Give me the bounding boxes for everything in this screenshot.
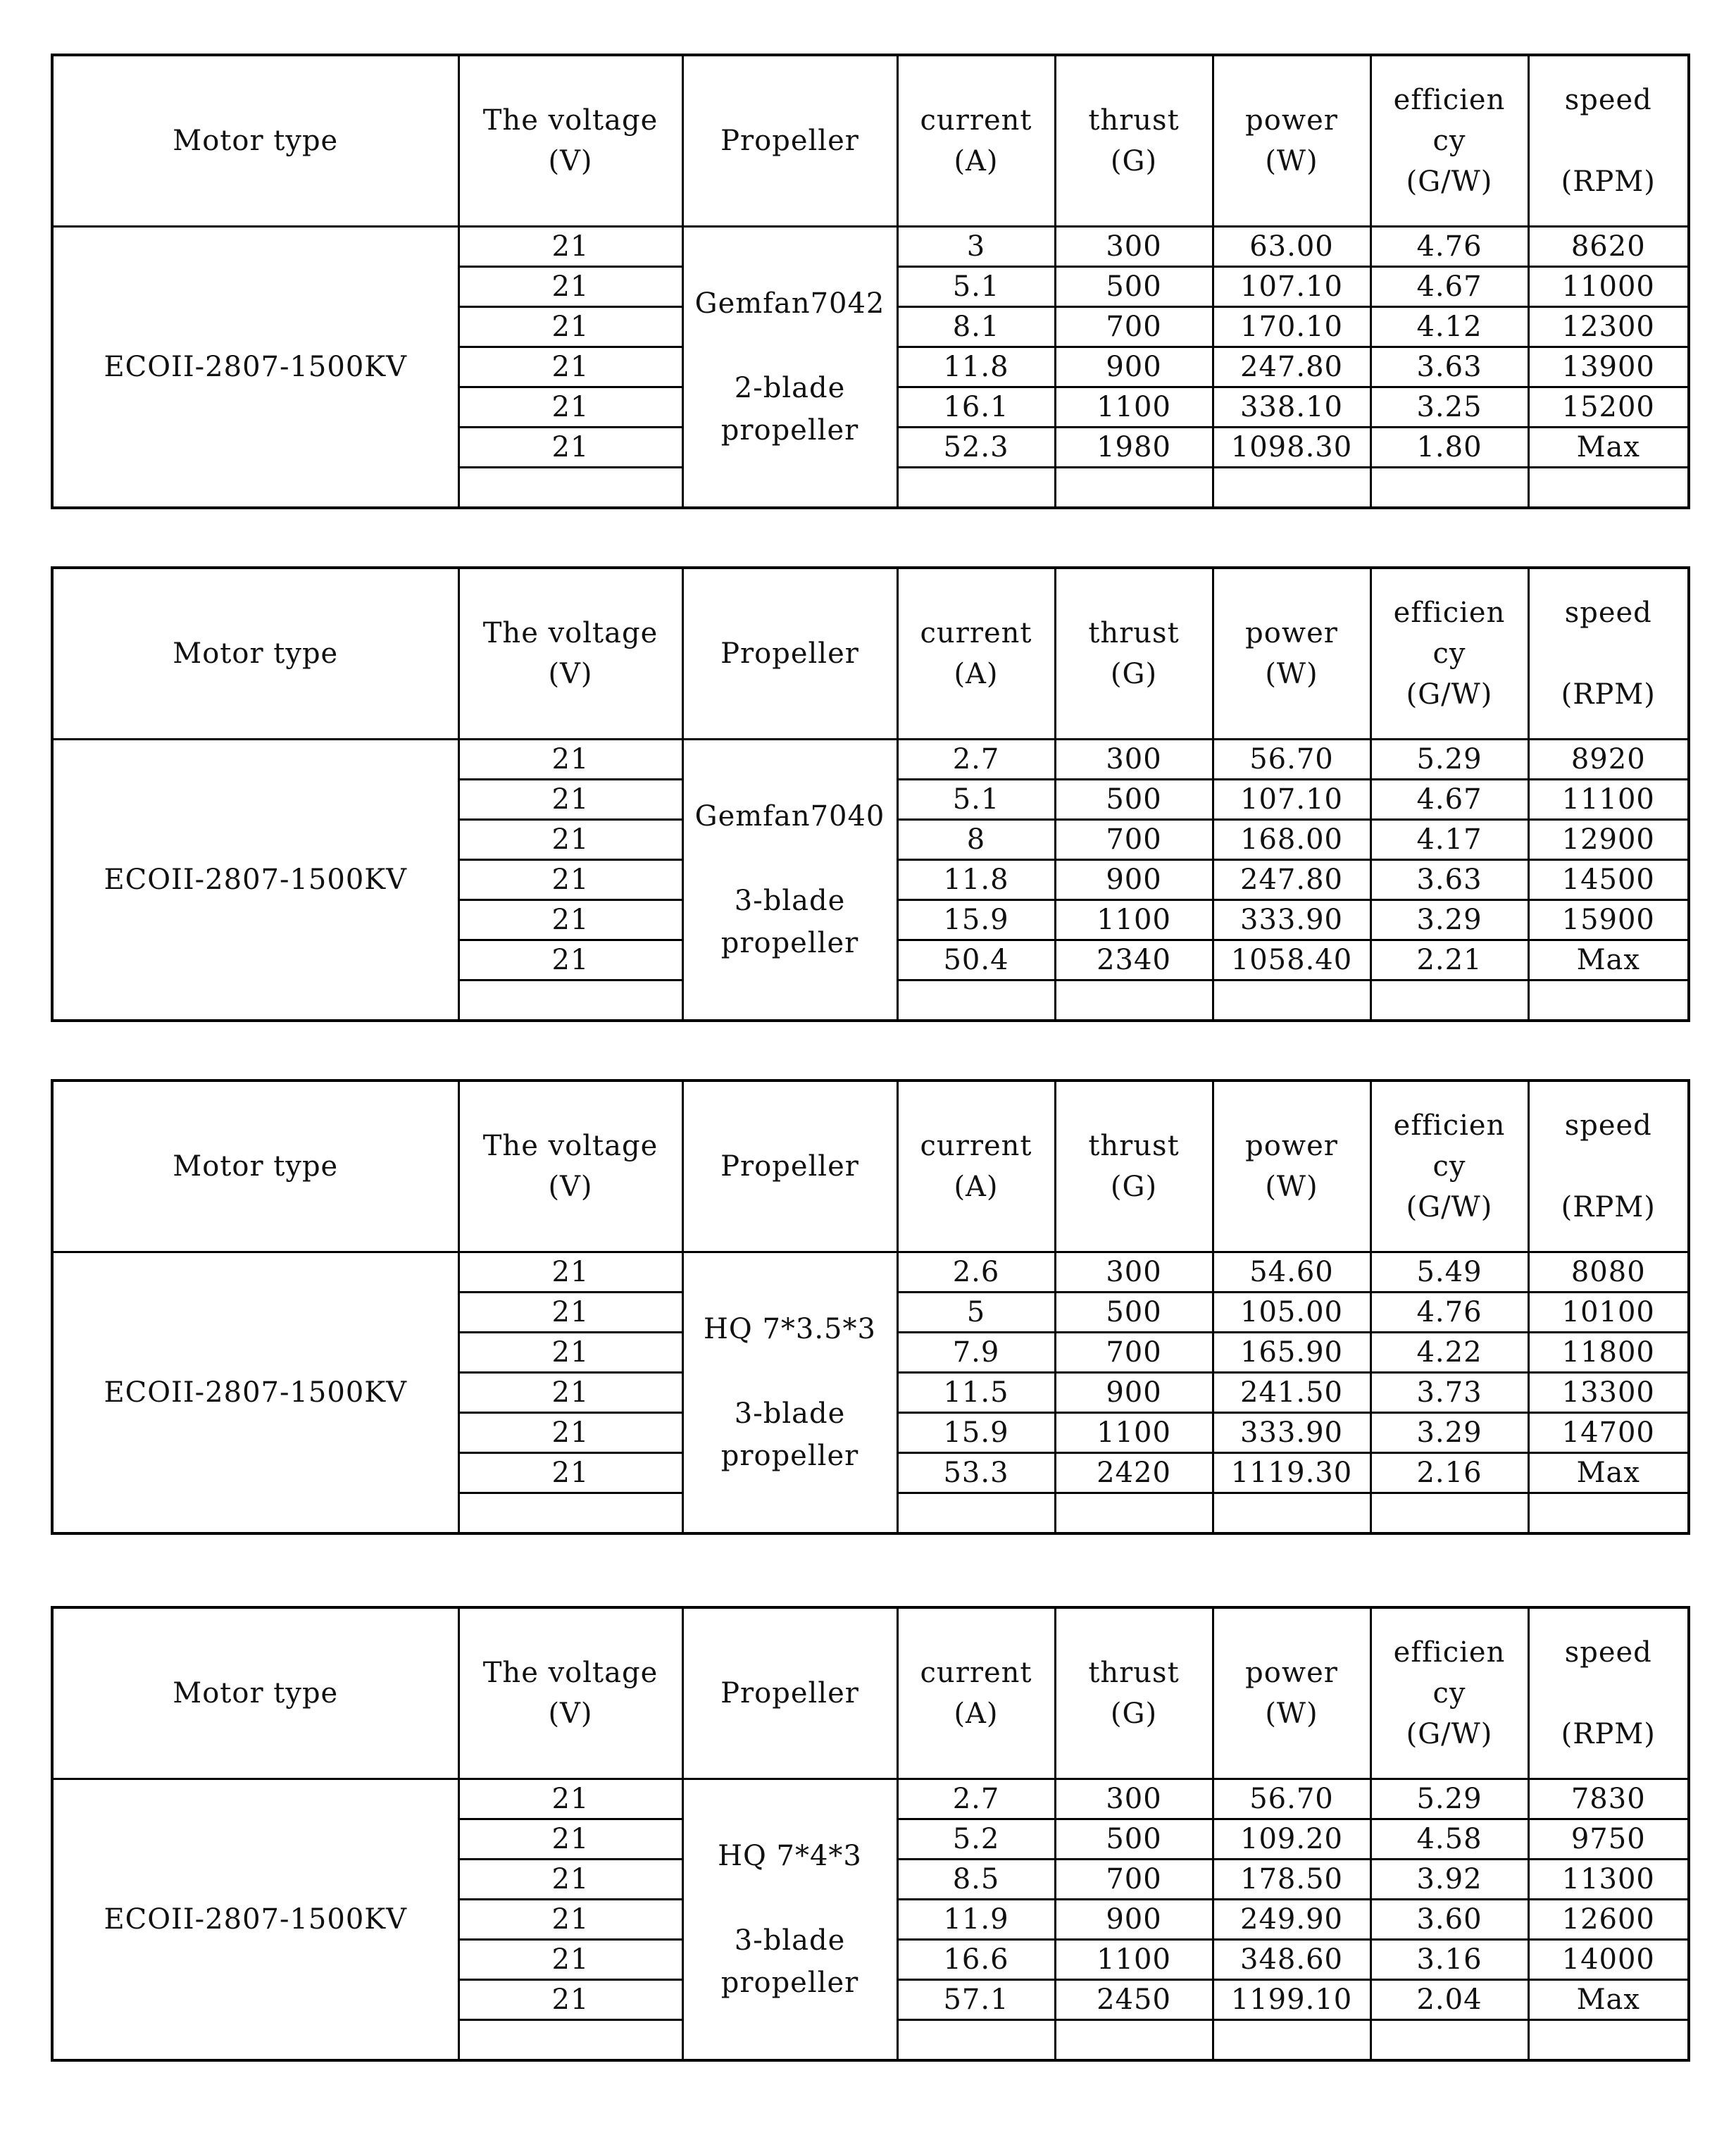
header-motor-type <box>52 568 458 740</box>
thrust-cell: 2340 <box>1055 940 1213 980</box>
header-thrust <box>1055 1081 1213 1252</box>
header-motor-type <box>52 1081 458 1252</box>
efficiency-cell: 2.21 <box>1370 940 1528 980</box>
header-current-line: (A) <box>954 1171 999 1203</box>
voltage-cell: 21 <box>458 227 682 267</box>
power-cell: 1098.30 <box>1213 428 1370 468</box>
empty-cell <box>1213 2020 1370 2061</box>
speed-cell: 12300 <box>1528 307 1689 347</box>
header-current <box>897 1081 1055 1252</box>
power-cell: 56.70 <box>1213 1779 1370 1819</box>
efficiency-cell: 3.63 <box>1370 347 1528 387</box>
header-speed-line: (RPM) <box>1561 166 1656 198</box>
thrust-cell: 700 <box>1055 307 1213 347</box>
header-motor-type-line: Motor type <box>173 125 339 157</box>
efficiency-cell: 3.60 <box>1370 1900 1528 1940</box>
thrust-cell: 900 <box>1055 347 1213 387</box>
header-propeller-line: Propeller <box>720 1677 859 1710</box>
efficiency-cell: 5.29 <box>1370 1779 1528 1819</box>
header-power-line: (W) <box>1265 145 1318 178</box>
empty-cell <box>897 2020 1055 2061</box>
thrust-cell: 1100 <box>1055 387 1213 428</box>
propeller-line: 2-blade <box>734 372 846 404</box>
voltage-cell: 21 <box>458 1293 682 1333</box>
voltage-cell: 21 <box>458 1940 682 1980</box>
header-thrust-line: (G) <box>1110 1698 1158 1730</box>
header-voltage <box>458 1081 682 1252</box>
efficiency-cell: 4.22 <box>1370 1333 1528 1373</box>
header-power-line: power <box>1245 1657 1338 1689</box>
header-efficiency-line: cy <box>1432 1150 1466 1183</box>
header-propeller-line: Propeller <box>720 637 859 670</box>
efficiency-cell: 4.76 <box>1370 227 1528 267</box>
power-cell: 54.60 <box>1213 1252 1370 1293</box>
speed-cell: 8080 <box>1528 1252 1689 1293</box>
current-cell: 11.8 <box>897 860 1055 900</box>
efficiency-cell: 4.17 <box>1370 820 1528 860</box>
header-efficiency-line: (G/W) <box>1406 678 1493 711</box>
header-voltage-line: (V) <box>548 658 593 690</box>
header-speed-line: speed <box>1564 597 1652 629</box>
empty-cell <box>897 980 1055 1021</box>
header-motor-type <box>52 1607 458 1779</box>
voltage-cell: 21 <box>458 860 682 900</box>
speed-cell: 7830 <box>1528 1779 1689 1819</box>
power-cell: 348.60 <box>1213 1940 1370 1980</box>
header-thrust-line: (G) <box>1110 658 1158 690</box>
speed-cell: Max <box>1528 1453 1689 1493</box>
header-current <box>897 568 1055 740</box>
current-cell: 5.2 <box>897 1819 1055 1860</box>
propeller-cell <box>682 227 897 509</box>
empty-cell <box>458 980 682 1021</box>
header-motor-type-line: Motor type <box>173 1150 339 1183</box>
voltage-cell: 21 <box>458 267 682 307</box>
empty-cell <box>897 1493 1055 1534</box>
efficiency-cell: 2.16 <box>1370 1453 1528 1493</box>
header-voltage <box>458 1607 682 1779</box>
header-efficiency <box>1370 568 1528 740</box>
header-voltage-line: The voltage <box>482 1657 658 1689</box>
efficiency-cell: 3.63 <box>1370 860 1528 900</box>
propeller-line: propeller <box>720 1967 859 1999</box>
header-power-line: (W) <box>1265 1698 1318 1730</box>
header-efficiency-line: efficien <box>1393 1636 1506 1669</box>
current-cell: 2.6 <box>897 1252 1055 1293</box>
power-cell: 333.90 <box>1213 1413 1370 1453</box>
current-cell: 3 <box>897 227 1055 267</box>
efficiency-cell: 2.04 <box>1370 1980 1528 2020</box>
motor-type-cell: ECOII-2807-1500KV <box>52 740 458 1021</box>
table-header-row <box>52 568 1689 740</box>
speed-cell: Max <box>1528 940 1689 980</box>
power-cell: 1058.40 <box>1213 940 1370 980</box>
header-propeller-line: Propeller <box>720 1150 859 1183</box>
header-power <box>1213 1607 1370 1779</box>
thrust-cell: 1100 <box>1055 1413 1213 1453</box>
power-cell: 170.10 <box>1213 307 1370 347</box>
header-current <box>897 1607 1055 1779</box>
voltage-cell: 21 <box>458 1980 682 2020</box>
header-speed <box>1528 568 1689 740</box>
header-efficiency-line: cy <box>1432 1677 1466 1710</box>
header-thrust-line: thrust <box>1088 1130 1180 1162</box>
header-efficiency-line: (G/W) <box>1406 1718 1493 1750</box>
thrust-data-table <box>51 54 1690 509</box>
current-cell: 2.7 <box>897 740 1055 780</box>
thrust-cell: 500 <box>1055 780 1213 820</box>
power-cell: 63.00 <box>1213 227 1370 267</box>
empty-cell <box>1055 980 1213 1021</box>
efficiency-cell: 1.80 <box>1370 428 1528 468</box>
table-header-row <box>52 1081 1689 1252</box>
header-thrust-line: thrust <box>1088 104 1180 137</box>
efficiency-cell: 3.29 <box>1370 900 1528 940</box>
current-cell: 8.1 <box>897 307 1055 347</box>
table-row <box>52 227 1689 267</box>
efficiency-cell: 5.29 <box>1370 740 1528 780</box>
voltage-cell: 21 <box>458 900 682 940</box>
propeller-line: HQ 7*4*3 <box>718 1840 862 1872</box>
header-speed <box>1528 55 1689 227</box>
thrust-data-table <box>51 1079 1690 1535</box>
voltage-cell: 21 <box>458 347 682 387</box>
efficiency-cell: 3.73 <box>1370 1373 1528 1413</box>
speed-cell: 14700 <box>1528 1413 1689 1453</box>
header-propeller-line: Propeller <box>720 125 859 157</box>
voltage-cell: 21 <box>458 1252 682 1293</box>
header-efficiency <box>1370 1081 1528 1252</box>
efficiency-cell: 3.25 <box>1370 387 1528 428</box>
speed-cell: 10100 <box>1528 1293 1689 1333</box>
power-cell: 249.90 <box>1213 1900 1370 1940</box>
header-speed <box>1528 1607 1689 1779</box>
header-thrust-line: thrust <box>1088 1657 1180 1689</box>
thrust-cell: 500 <box>1055 1819 1213 1860</box>
power-cell: 178.50 <box>1213 1860 1370 1900</box>
header-voltage-line: The voltage <box>482 1130 658 1162</box>
header-efficiency <box>1370 55 1528 227</box>
current-cell: 57.1 <box>897 1980 1055 2020</box>
propeller-cell <box>682 1252 897 1534</box>
propeller-line: 3-blade <box>734 885 846 917</box>
empty-cell <box>1528 980 1689 1021</box>
empty-cell <box>1213 1493 1370 1534</box>
voltage-cell: 21 <box>458 1860 682 1900</box>
current-cell: 5.1 <box>897 267 1055 307</box>
voltage-cell: 21 <box>458 940 682 980</box>
table-row <box>52 1779 1689 1819</box>
motor-type-cell: ECOII-2807-1500KV <box>52 227 458 509</box>
header-propeller <box>682 1081 897 1252</box>
current-cell: 2.7 <box>897 1779 1055 1819</box>
efficiency-cell: 4.58 <box>1370 1819 1528 1860</box>
empty-cell <box>1213 468 1370 509</box>
header-power-line: (W) <box>1265 658 1318 690</box>
propeller-cell <box>682 1779 897 2061</box>
power-cell: 1199.10 <box>1213 1980 1370 2020</box>
thrust-cell: 300 <box>1055 1252 1213 1293</box>
efficiency-cell: 4.67 <box>1370 267 1528 307</box>
header-speed-line: (RPM) <box>1561 678 1656 711</box>
header-voltage-line: (V) <box>548 145 593 178</box>
speed-cell: 11100 <box>1528 780 1689 820</box>
thrust-cell: 2420 <box>1055 1453 1213 1493</box>
header-efficiency-line: efficien <box>1393 1109 1506 1142</box>
propeller-line: Gemfan7040 <box>694 800 885 833</box>
voltage-cell: 21 <box>458 307 682 347</box>
propeller-cell <box>682 740 897 1021</box>
header-current-line: current <box>920 617 1032 649</box>
header-efficiency-line: (G/W) <box>1406 166 1493 198</box>
speed-cell: Max <box>1528 1980 1689 2020</box>
thrust-cell: 300 <box>1055 227 1213 267</box>
current-cell: 5.1 <box>897 780 1055 820</box>
table-row <box>52 740 1689 780</box>
header-current-line: (A) <box>954 1698 999 1730</box>
header-speed-line: speed <box>1564 1636 1652 1669</box>
header-voltage-line: The voltage <box>482 104 658 137</box>
power-cell: 241.50 <box>1213 1373 1370 1413</box>
voltage-cell: 21 <box>458 387 682 428</box>
speed-cell: 9750 <box>1528 1819 1689 1860</box>
header-current-line: current <box>920 1657 1032 1689</box>
header-efficiency-line: cy <box>1432 637 1466 670</box>
current-cell: 16.6 <box>897 1940 1055 1980</box>
empty-cell <box>1055 2020 1213 2061</box>
voltage-cell: 21 <box>458 820 682 860</box>
propeller-line: 3-blade <box>734 1924 846 1957</box>
thrust-cell: 500 <box>1055 267 1213 307</box>
thrust-cell: 700 <box>1055 820 1213 860</box>
power-cell: 247.80 <box>1213 860 1370 900</box>
current-cell: 50.4 <box>897 940 1055 980</box>
thrust-cell: 700 <box>1055 1333 1213 1373</box>
propeller-line: HQ 7*3.5*3 <box>704 1313 876 1345</box>
propeller-line: propeller <box>720 927 859 959</box>
voltage-cell: 21 <box>458 780 682 820</box>
speed-cell: 15900 <box>1528 900 1689 940</box>
header-voltage <box>458 55 682 227</box>
current-cell: 11.5 <box>897 1373 1055 1413</box>
efficiency-cell: 4.76 <box>1370 1293 1528 1333</box>
speed-cell: 8920 <box>1528 740 1689 780</box>
thrust-data-table <box>51 566 1690 1022</box>
empty-cell <box>1528 1493 1689 1534</box>
current-cell: 16.1 <box>897 387 1055 428</box>
power-cell: 165.90 <box>1213 1333 1370 1373</box>
power-cell: 338.10 <box>1213 387 1370 428</box>
header-power <box>1213 55 1370 227</box>
empty-cell <box>897 468 1055 509</box>
header-motor-type-line: Motor type <box>173 1677 339 1710</box>
header-thrust-line: thrust <box>1088 617 1180 649</box>
header-speed <box>1528 1081 1689 1252</box>
empty-cell <box>458 468 682 509</box>
header-current-line: current <box>920 1130 1032 1162</box>
power-cell: 168.00 <box>1213 820 1370 860</box>
table-row <box>52 1252 1689 1293</box>
header-power-line: (W) <box>1265 1171 1318 1203</box>
voltage-cell: 21 <box>458 1819 682 1860</box>
empty-cell <box>1213 980 1370 1021</box>
header-motor-type-line: Motor type <box>173 637 339 670</box>
thrust-cell: 300 <box>1055 740 1213 780</box>
current-cell: 5 <box>897 1293 1055 1333</box>
power-cell: 56.70 <box>1213 740 1370 780</box>
header-current-line: current <box>920 104 1032 137</box>
current-cell: 7.9 <box>897 1333 1055 1373</box>
thrust-cell: 1100 <box>1055 900 1213 940</box>
header-propeller <box>682 55 897 227</box>
speed-cell: Max <box>1528 428 1689 468</box>
current-cell: 11.9 <box>897 1900 1055 1940</box>
voltage-cell: 21 <box>458 1333 682 1373</box>
voltage-cell: 21 <box>458 1900 682 1940</box>
header-motor-type <box>52 55 458 227</box>
speed-cell: 11300 <box>1528 1860 1689 1900</box>
header-thrust-line: (G) <box>1110 145 1158 178</box>
empty-cell <box>1528 2020 1689 2061</box>
voltage-cell: 21 <box>458 428 682 468</box>
current-cell: 11.8 <box>897 347 1055 387</box>
power-cell: 107.10 <box>1213 780 1370 820</box>
voltage-cell: 21 <box>458 1453 682 1493</box>
header-speed-line: speed <box>1564 1109 1652 1142</box>
speed-cell: 12600 <box>1528 1900 1689 1940</box>
header-current <box>897 55 1055 227</box>
efficiency-cell: 3.29 <box>1370 1413 1528 1453</box>
header-voltage <box>458 568 682 740</box>
voltage-cell: 21 <box>458 1373 682 1413</box>
header-voltage-line: (V) <box>548 1171 593 1203</box>
thrust-cell: 900 <box>1055 1373 1213 1413</box>
current-cell: 52.3 <box>897 428 1055 468</box>
header-efficiency-line: efficien <box>1393 84 1506 116</box>
current-cell: 15.9 <box>897 900 1055 940</box>
header-speed-line: (RPM) <box>1561 1718 1656 1750</box>
empty-cell <box>1370 2020 1528 2061</box>
speed-cell: 14500 <box>1528 860 1689 900</box>
efficiency-cell: 3.92 <box>1370 1860 1528 1900</box>
thrust-data-table <box>51 1606 1690 2062</box>
current-cell: 8.5 <box>897 1860 1055 1900</box>
speed-cell: 11800 <box>1528 1333 1689 1373</box>
efficiency-cell: 4.67 <box>1370 780 1528 820</box>
header-efficiency-line: efficien <box>1393 597 1506 629</box>
propeller-line: Gemfan7042 <box>694 287 885 320</box>
header-efficiency <box>1370 1607 1528 1779</box>
thrust-cell: 300 <box>1055 1779 1213 1819</box>
empty-cell <box>1370 468 1528 509</box>
efficiency-cell: 3.16 <box>1370 1940 1528 1980</box>
empty-cell <box>1370 980 1528 1021</box>
speed-cell: 12900 <box>1528 820 1689 860</box>
header-current-line: (A) <box>954 658 999 690</box>
table-header-row <box>52 1607 1689 1779</box>
header-power <box>1213 568 1370 740</box>
header-thrust <box>1055 1607 1213 1779</box>
motor-type-cell: ECOII-2807-1500KV <box>52 1252 458 1534</box>
empty-cell <box>1055 468 1213 509</box>
header-voltage-line: (V) <box>548 1698 593 1730</box>
thrust-cell: 2450 <box>1055 1980 1213 2020</box>
thrust-cell: 900 <box>1055 860 1213 900</box>
table-header-row <box>52 55 1689 227</box>
power-cell: 105.00 <box>1213 1293 1370 1333</box>
voltage-cell: 21 <box>458 740 682 780</box>
speed-cell: 13300 <box>1528 1373 1689 1413</box>
thrust-cell: 500 <box>1055 1293 1213 1333</box>
header-efficiency-line: cy <box>1432 125 1466 157</box>
speed-cell: 14000 <box>1528 1940 1689 1980</box>
speed-cell: 13900 <box>1528 347 1689 387</box>
voltage-cell: 21 <box>458 1413 682 1453</box>
speed-cell: 8620 <box>1528 227 1689 267</box>
header-power-line: power <box>1245 1130 1338 1162</box>
header-speed-line: (RPM) <box>1561 1191 1656 1223</box>
header-thrust <box>1055 568 1213 740</box>
header-power <box>1213 1081 1370 1252</box>
header-speed-line: speed <box>1564 84 1652 116</box>
empty-cell <box>1528 468 1689 509</box>
header-power-line: power <box>1245 104 1338 137</box>
thrust-cell: 1100 <box>1055 1940 1213 1980</box>
header-propeller <box>682 568 897 740</box>
efficiency-cell: 5.49 <box>1370 1252 1528 1293</box>
motor-type-cell: ECOII-2807-1500KV <box>52 1779 458 2061</box>
header-current-line: (A) <box>954 145 999 178</box>
thrust-cell: 1980 <box>1055 428 1213 468</box>
empty-cell <box>458 2020 682 2061</box>
power-cell: 1119.30 <box>1213 1453 1370 1493</box>
header-thrust <box>1055 55 1213 227</box>
speed-cell: 15200 <box>1528 387 1689 428</box>
header-voltage-line: The voltage <box>482 617 658 649</box>
header-efficiency-line: (G/W) <box>1406 1191 1493 1223</box>
empty-cell <box>1370 1493 1528 1534</box>
empty-cell <box>458 1493 682 1534</box>
current-cell: 53.3 <box>897 1453 1055 1493</box>
current-cell: 8 <box>897 820 1055 860</box>
efficiency-cell: 4.12 <box>1370 307 1528 347</box>
power-cell: 107.10 <box>1213 267 1370 307</box>
voltage-cell: 21 <box>458 1779 682 1819</box>
thrust-cell: 900 <box>1055 1900 1213 1940</box>
power-cell: 109.20 <box>1213 1819 1370 1860</box>
power-cell: 247.80 <box>1213 347 1370 387</box>
thrust-cell: 700 <box>1055 1860 1213 1900</box>
propeller-line: propeller <box>720 1440 859 1472</box>
propeller-line: 3-blade <box>734 1397 846 1430</box>
header-propeller <box>682 1607 897 1779</box>
power-cell: 333.90 <box>1213 900 1370 940</box>
header-thrust-line: (G) <box>1110 1171 1158 1203</box>
header-power-line: power <box>1245 617 1338 649</box>
current-cell: 15.9 <box>897 1413 1055 1453</box>
speed-cell: 11000 <box>1528 267 1689 307</box>
empty-cell <box>1055 1493 1213 1534</box>
propeller-line: propeller <box>720 414 859 447</box>
